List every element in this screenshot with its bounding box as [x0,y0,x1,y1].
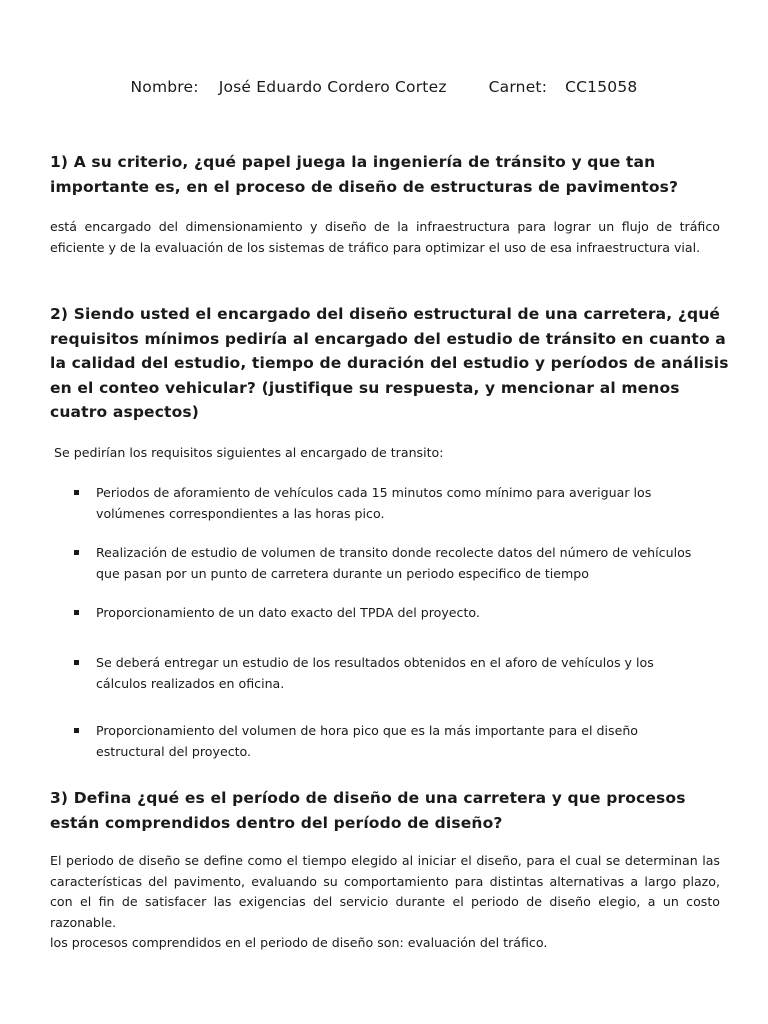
answer-2-intro: Se pedirían los requisitos siguientes al encargado de transito: [54,445,444,460]
list-item: Proporcionamiento de un dato exacto del TPDA del proyecto. [74,603,704,624]
student-header [0,78,768,96]
square-bullet-icon [74,490,79,495]
list-item: Periodos de aforamiento de vehículos cada 15 minutos como mínimo para averiguar los volúmenes correspondientes a las horas pico. [74,483,704,524]
answer-3: El periodo de diseño se define como el tiempo elegido al iniciar el diseño, para el cual se determinan las características del pavimento, evaluando su comportamiento para distintas alternativas a largo plazo, con el fin de satisfacer las exigencias del servicio durante el periodo de diseño elegio, a un costo razonable. [50,853,720,930]
name-label: Nombre: [130,78,199,96]
question-1: 1) A su criterio, ¿qué papel juega la ingeniería de tránsito y que tan importante es, en el proceso de diseño de estructuras de pavimentos? [50,153,679,196]
answer-1: está encargado del dimensionamiento y diseño de la infraestructura para lograr un flujo de tráfico eficiente y de la evaluación de los sistemas de tráfico para optimizar el uso de esa infraestructura vial. [50,219,720,255]
carnet-label: Carnet: [488,78,548,96]
list-item: Se deberá entregar un estudio de los resultados obtenidos en el aforo de vehículos y los cálculos realizados en oficina. [74,653,704,694]
square-bullet-icon [74,728,79,733]
student-name: José Eduardo Cordero Cortez [218,78,447,96]
square-bullet-icon [74,660,79,665]
square-bullet-icon [74,550,79,555]
answer-3-processes: los procesos comprendidos en el periodo de diseño son: evaluación del tráfico. [50,935,548,950]
question-3: 3) Defina ¿qué es el período de diseño de una carretera y que procesos están comprendidos dentro del período de diseño? [50,789,686,832]
carnet-value: CC15058 [565,78,638,96]
square-bullet-icon [74,610,79,615]
list-item: Realización de estudio de volumen de transito donde recolecte datos del número de vehículos que pasan por un punto de carretera durante un periodo especifico de tiempo [74,543,704,584]
question-2: 2) Siendo usted el encargado del diseño estructural de una carretera, ¿qué requisitos mínimos pediría al encargado del estudio de tránsito en cuanto a la calidad del estudio, tiempo de duración del estudio y períodos de análisis en el conteo vehicular? (justifique su respuesta, y mencionar al menos cuatro aspectos) [50,305,729,421]
list-item: Proporcionamiento del volumen de hora pico que es la más importante para el diseño estructural del proyecto. [74,721,704,762]
